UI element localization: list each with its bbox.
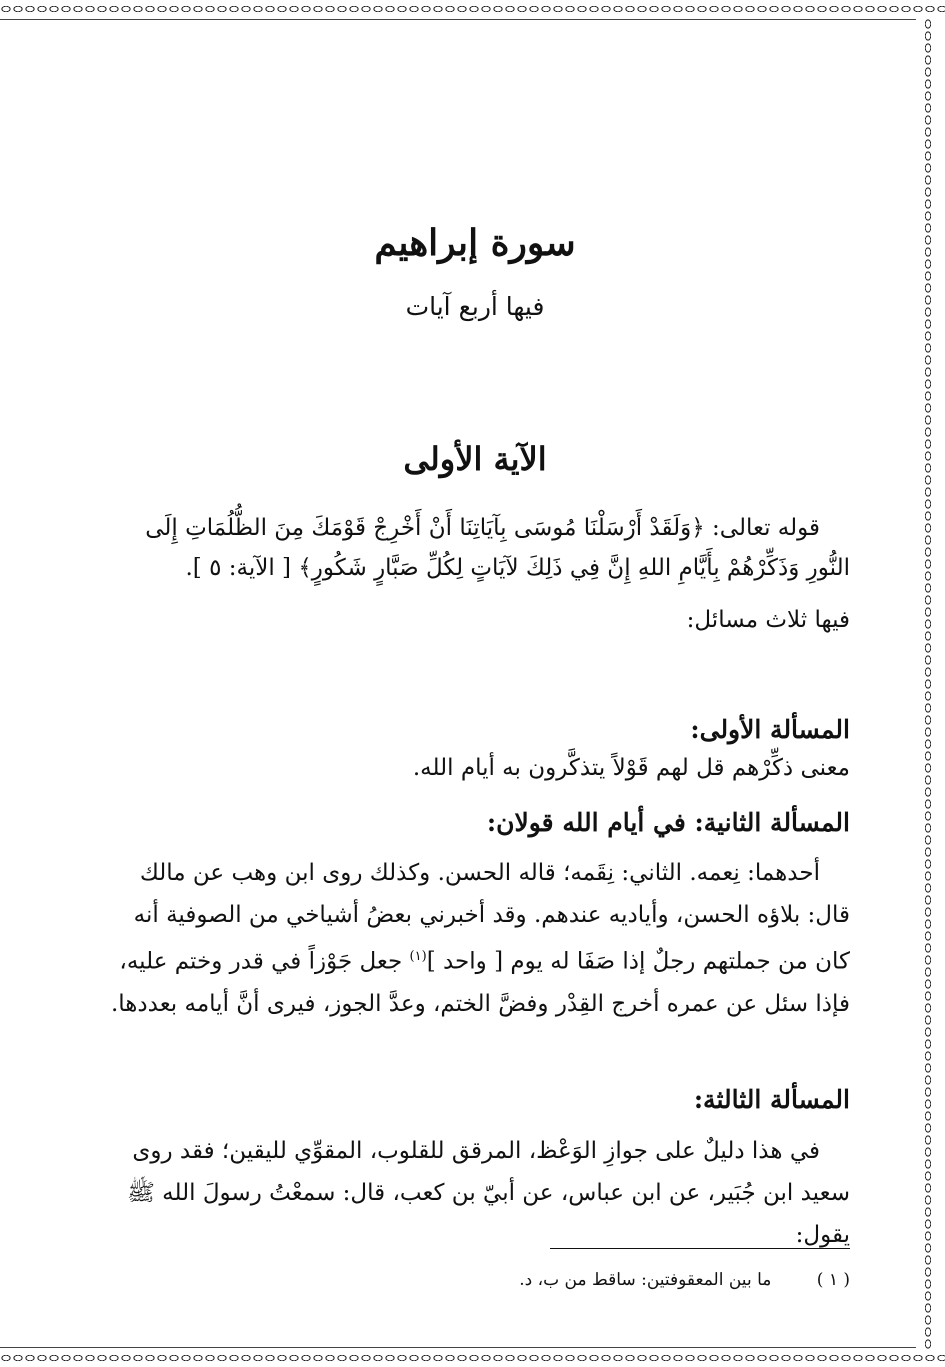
question-1-body: معنى ذكِّرْهم قل لهم قَوْلاً يتذكَّرون به أيام الله. xyxy=(412,755,850,781)
verse-intro: قوله تعالى: ﴿وَلَقَدْ أَرْسَلْنَا مُوسَى بِآيَاتِنَا أَنْ أَخْرِجْ قَوْمَكَ مِنَ الظُّلُمَاتِ إِلَى النُّورِ وَذَكِّرْهُمْ بِأَيَّامِ اللهِ إِنَّ فِي ذَلِكَ لآيَاتٍ لِكُلِّ صَبَّارٍ شَكُورٍ﴾ [ الآية: ٥ ]. xyxy=(145,515,850,581)
page-content xyxy=(100,0,850,1367)
ayah-heading: الآية الأولى xyxy=(403,440,547,478)
footnote xyxy=(100,1270,850,1290)
question-3-title: المسألة الثالثة: xyxy=(693,1085,850,1114)
question-2-body-part-b: جعل جَوْزاً في قدر وختم عليه، فإذا سئل عن عمره أخرج القِدْر وفضَّ الختم، وعدَّ الجوز، فيرى أنَّ أيامه بعددها. xyxy=(110,948,850,1017)
footnote-text: ما بين المعقوفتين: ساقط من ب، د. xyxy=(519,1270,772,1290)
surah-title: سورة إبراهيم xyxy=(374,222,576,264)
question-3-body: في هذا دليلٌ على جوازِ الوَعْظ، المرقق للقلوب، المقوِّي لليقين؛ فقد روى سعيد ابن جُبَير، عن ابن عباس، عن أبيّ بن كعب، قال: سمعْتُ رسولَ الله ﷺ يقول: xyxy=(127,1138,850,1248)
question-2-body-part-a: أحدهما: نِعمه. الثاني: نِقَمه؛ قاله الحسن. وكذلك روى ابن وهب عن مالك قال: بلاؤه الحسن، وأياديه عندهم. وقد أخبرني بعضُ أشياخي من الصوفية أنه كان من جملتهم رجلٌ إذا صَفَا له يوم [ واحد ] xyxy=(133,860,850,975)
questions-count: فيها ثلاث مسائل: xyxy=(686,607,850,633)
question-2-title: المسألة الثانية: في أيام الله قولان: xyxy=(486,808,850,837)
decorative-border-right xyxy=(919,18,937,1349)
question-1-title: المسألة الأولى: xyxy=(690,715,850,744)
footnote-divider xyxy=(550,1248,850,1249)
surah-subtitle: فيها أربع آيات xyxy=(405,292,545,321)
footnote-reference: (١) xyxy=(409,949,427,964)
question-2-body xyxy=(100,852,850,1025)
footnote-number: ( ١ ) xyxy=(816,1270,850,1290)
